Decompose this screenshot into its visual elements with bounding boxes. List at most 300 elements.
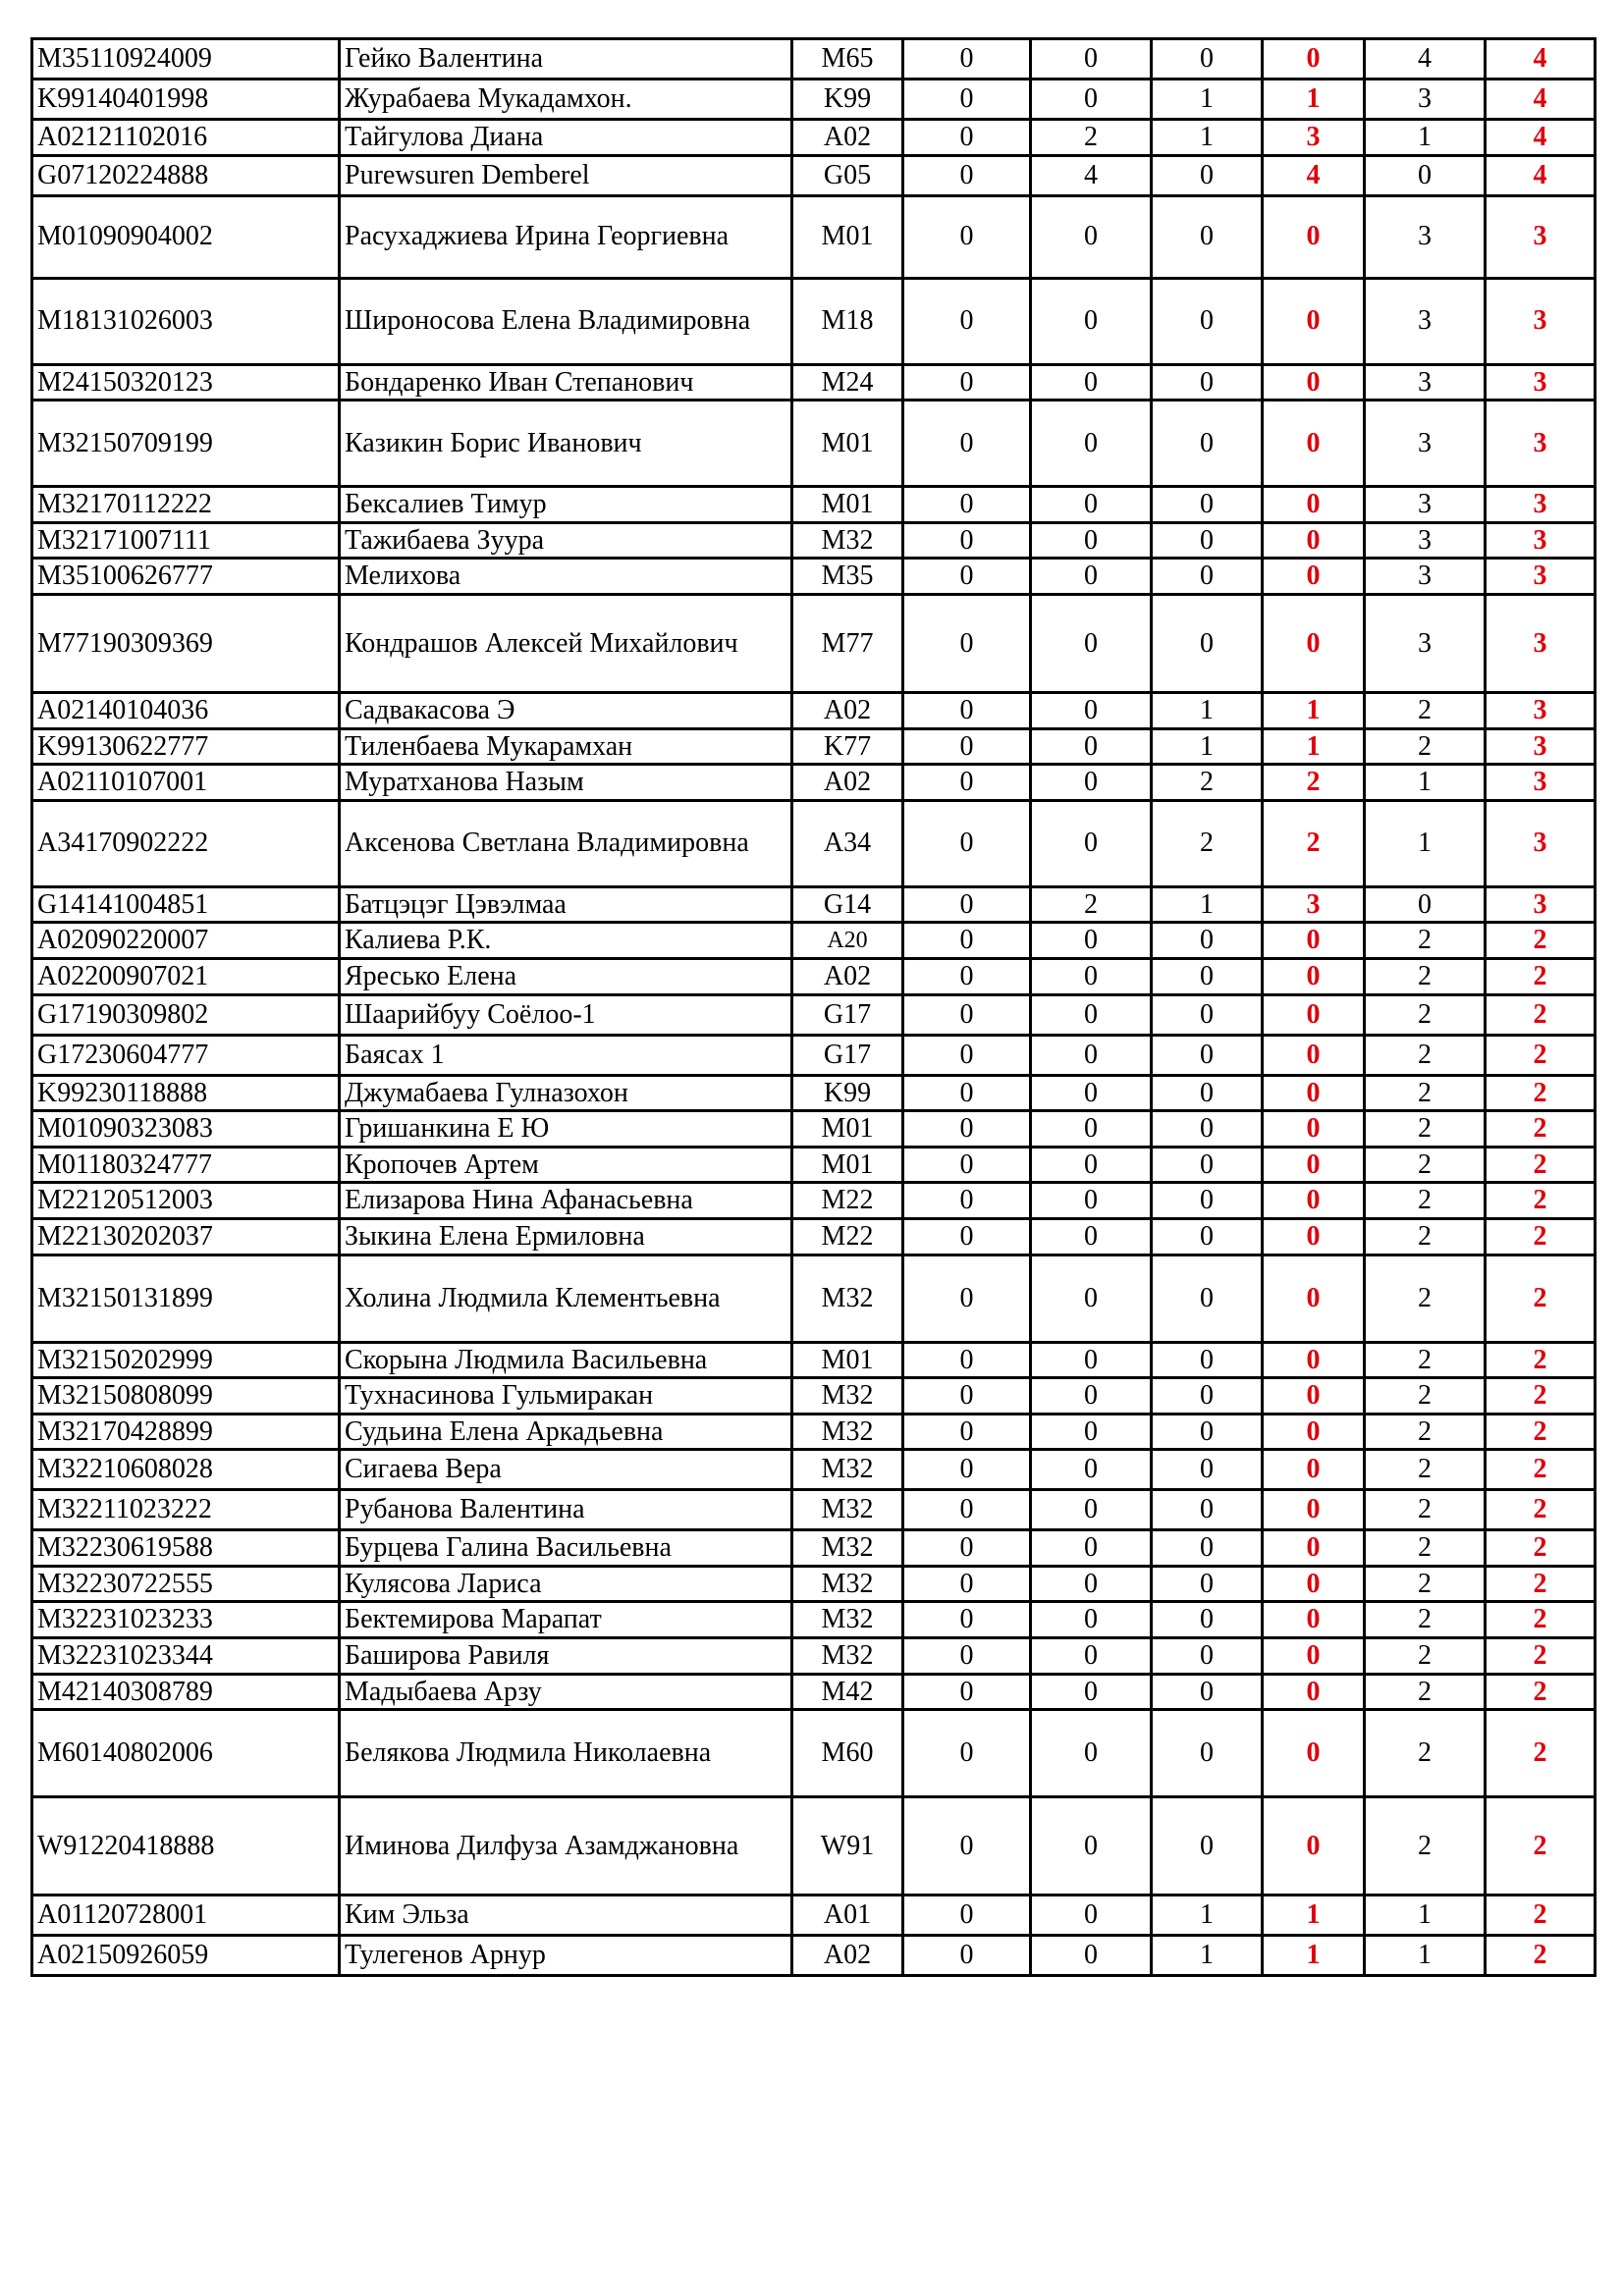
- member-name: Аксенова Светлана Владимировна: [340, 800, 792, 886]
- member-name: Мадыбаева Арзу: [340, 1674, 792, 1710]
- score-4: 2: [1365, 1450, 1486, 1490]
- table-row: [32, 400, 1596, 487]
- group-code: M32: [792, 1414, 903, 1450]
- score-2: 2: [1031, 120, 1152, 156]
- member-code: M32150808099: [32, 1378, 340, 1415]
- score-4: 2: [1365, 1530, 1486, 1567]
- score-3: 1: [1152, 692, 1263, 728]
- score-4: 2: [1365, 1710, 1486, 1797]
- table-row: [32, 800, 1596, 886]
- table-row: [32, 1147, 1596, 1183]
- score-3: 0: [1152, 1710, 1263, 1797]
- member-name: Скорына Людмила Васильевна: [340, 1342, 792, 1378]
- subtotal: 0: [1263, 559, 1365, 595]
- score-3: 1: [1152, 120, 1263, 156]
- subtotal: 2: [1263, 800, 1365, 886]
- subtotal: 0: [1263, 400, 1365, 487]
- member-name: Яресько Елена: [340, 958, 792, 994]
- score-4: 2: [1365, 1490, 1486, 1530]
- subtotal: 0: [1263, 522, 1365, 559]
- score-3: 0: [1152, 1035, 1263, 1075]
- member-name: Кондрашов Алексей Михайлович: [340, 594, 792, 692]
- member-name: Зыкина Елена Ермиловна: [340, 1218, 792, 1255]
- score-2: 0: [1031, 1710, 1152, 1797]
- score-1: 0: [903, 1378, 1031, 1415]
- score-3: 0: [1152, 1378, 1263, 1415]
- member-name: Кулясова Лариса: [340, 1566, 792, 1602]
- member-name: Иминова Дилфуза Азамджановна: [340, 1797, 792, 1896]
- subtotal: 1: [1263, 1936, 1365, 1976]
- member-code: M32170428899: [32, 1414, 340, 1450]
- subtotal: 0: [1263, 1566, 1365, 1602]
- member-code: M32231023344: [32, 1638, 340, 1675]
- total: 3: [1486, 692, 1596, 728]
- member-name: Казикин Борис Иванович: [340, 400, 792, 487]
- member-name: Садвакасова Э: [340, 692, 792, 728]
- subtotal: 0: [1263, 1035, 1365, 1075]
- score-1: 0: [903, 800, 1031, 886]
- table-row: [32, 1896, 1596, 1936]
- member-name: Баширова Равиля: [340, 1638, 792, 1675]
- subtotal: 1: [1263, 80, 1365, 120]
- score-3: 0: [1152, 1218, 1263, 1255]
- table-row: [32, 1797, 1596, 1896]
- total: 3: [1486, 400, 1596, 487]
- score-2: 0: [1031, 728, 1152, 765]
- total: 2: [1486, 1183, 1596, 1219]
- member-code: W91220418888: [32, 1797, 340, 1896]
- group-code: M35: [792, 559, 903, 595]
- score-3: 0: [1152, 1414, 1263, 1450]
- score-1: 0: [903, 1111, 1031, 1148]
- total: 3: [1486, 278, 1596, 364]
- member-name: Гейко Валентина: [340, 39, 792, 80]
- score-4: 2: [1365, 1075, 1486, 1111]
- table-row: [32, 1936, 1596, 1976]
- score-1: 0: [903, 1602, 1031, 1638]
- subtotal: 2: [1263, 765, 1365, 801]
- member-name: Кропочев Артем: [340, 1147, 792, 1183]
- score-1: 0: [903, 155, 1031, 195]
- group-code: M01: [792, 1147, 903, 1183]
- group-code: M32: [792, 1602, 903, 1638]
- total: 2: [1486, 1797, 1596, 1896]
- group-code: M01: [792, 195, 903, 278]
- member-name: Рубанова Валентина: [340, 1490, 792, 1530]
- score-4: 2: [1365, 1218, 1486, 1255]
- member-name: Тайгулова Диана: [340, 120, 792, 156]
- member-code: M18131026003: [32, 278, 340, 364]
- score-4: 2: [1365, 1414, 1486, 1450]
- score-4: 1: [1365, 765, 1486, 801]
- score-2: 0: [1031, 39, 1152, 80]
- member-name: Елизарова Нина Афанасьевна: [340, 1183, 792, 1219]
- member-code: K99230118888: [32, 1075, 340, 1111]
- score-2: 0: [1031, 1490, 1152, 1530]
- score-4: 3: [1365, 559, 1486, 595]
- subtotal: 4: [1263, 155, 1365, 195]
- score-1: 0: [903, 958, 1031, 994]
- score-4: 3: [1365, 364, 1486, 400]
- score-1: 0: [903, 728, 1031, 765]
- score-3: 0: [1152, 559, 1263, 595]
- subtotal: 0: [1263, 39, 1365, 80]
- table-row: [32, 487, 1596, 523]
- total: 2: [1486, 994, 1596, 1035]
- table-row: [32, 1183, 1596, 1219]
- score-1: 0: [903, 195, 1031, 278]
- member-name: Расухаджиева Ирина Георгиевна: [340, 195, 792, 278]
- member-name: Судьина Елена Аркадьевна: [340, 1414, 792, 1450]
- score-3: 0: [1152, 1602, 1263, 1638]
- score-4: 2: [1365, 1378, 1486, 1415]
- score-4: 3: [1365, 594, 1486, 692]
- member-code: A02150926059: [32, 1936, 340, 1976]
- score-3: 0: [1152, 522, 1263, 559]
- score-4: 2: [1365, 1147, 1486, 1183]
- member-name: Сигаева Вера: [340, 1450, 792, 1490]
- score-2: 0: [1031, 1566, 1152, 1602]
- score-2: 0: [1031, 559, 1152, 595]
- member-code: K99130622777: [32, 728, 340, 765]
- member-name: Гришанкина Е Ю: [340, 1111, 792, 1148]
- group-code: M60: [792, 1710, 903, 1797]
- score-1: 0: [903, 400, 1031, 487]
- score-2: 0: [1031, 1797, 1152, 1896]
- member-code: M32230722555: [32, 1566, 340, 1602]
- table-row: [32, 1710, 1596, 1797]
- score-3: 0: [1152, 1638, 1263, 1675]
- total: 3: [1486, 765, 1596, 801]
- subtotal: 0: [1263, 1183, 1365, 1219]
- score-1: 0: [903, 1414, 1031, 1450]
- member-code: M35100626777: [32, 559, 340, 595]
- subtotal: 1: [1263, 1896, 1365, 1936]
- group-code: M22: [792, 1218, 903, 1255]
- score-4: 2: [1365, 1638, 1486, 1675]
- member-code: M77190309369: [32, 594, 340, 692]
- score-3: 0: [1152, 1183, 1263, 1219]
- score-4: 2: [1365, 1255, 1486, 1342]
- score-4: 3: [1365, 522, 1486, 559]
- score-3: 0: [1152, 1342, 1263, 1378]
- score-2: 4: [1031, 155, 1152, 195]
- table-body: [32, 39, 1596, 1976]
- score-4: 3: [1365, 278, 1486, 364]
- score-3: 0: [1152, 195, 1263, 278]
- total: 3: [1486, 559, 1596, 595]
- member-code: M32211023222: [32, 1490, 340, 1530]
- total: 2: [1486, 1896, 1596, 1936]
- score-3: 0: [1152, 1075, 1263, 1111]
- group-code: K99: [792, 1075, 903, 1111]
- score-1: 0: [903, 1530, 1031, 1567]
- total: 2: [1486, 1936, 1596, 1976]
- group-code: M32: [792, 1530, 903, 1567]
- score-2: 0: [1031, 594, 1152, 692]
- score-3: 1: [1152, 1936, 1263, 1976]
- table-row: [32, 1638, 1596, 1675]
- score-2: 0: [1031, 364, 1152, 400]
- score-1: 0: [903, 487, 1031, 523]
- member-code: M01090323083: [32, 1111, 340, 1148]
- subtotal: 0: [1263, 1450, 1365, 1490]
- score-1: 0: [903, 1147, 1031, 1183]
- total: 2: [1486, 1490, 1596, 1530]
- total: 4: [1486, 120, 1596, 156]
- score-2: 0: [1031, 994, 1152, 1035]
- score-4: 2: [1365, 923, 1486, 959]
- total: 3: [1486, 728, 1596, 765]
- score-1: 0: [903, 886, 1031, 923]
- score-2: 0: [1031, 1530, 1152, 1567]
- score-4: 3: [1365, 80, 1486, 120]
- total: 2: [1486, 1035, 1596, 1075]
- score-2: 0: [1031, 800, 1152, 886]
- total: 2: [1486, 1566, 1596, 1602]
- member-code: A02121102016: [32, 120, 340, 156]
- group-code: A02: [792, 958, 903, 994]
- member-name: Холина Людмила Клементьевна: [340, 1255, 792, 1342]
- score-4: 2: [1365, 1797, 1486, 1896]
- subtotal: 0: [1263, 1342, 1365, 1378]
- score-1: 0: [903, 765, 1031, 801]
- score-3: 2: [1152, 765, 1263, 801]
- score-1: 0: [903, 39, 1031, 80]
- score-3: 0: [1152, 958, 1263, 994]
- score-3: 1: [1152, 80, 1263, 120]
- subtotal: 0: [1263, 1218, 1365, 1255]
- score-3: 2: [1152, 800, 1263, 886]
- total: 3: [1486, 886, 1596, 923]
- subtotal: 0: [1263, 1674, 1365, 1710]
- group-code: M01: [792, 487, 903, 523]
- group-code: M32: [792, 1255, 903, 1342]
- member-code: G17190309802: [32, 994, 340, 1035]
- table-row: [32, 1342, 1596, 1378]
- score-1: 0: [903, 120, 1031, 156]
- score-2: 0: [1031, 1414, 1152, 1450]
- score-1: 0: [903, 1936, 1031, 1976]
- total: 2: [1486, 1638, 1596, 1675]
- score-3: 0: [1152, 400, 1263, 487]
- group-code: M77: [792, 594, 903, 692]
- member-code: M35110924009: [32, 39, 340, 80]
- subtotal: 0: [1263, 1378, 1365, 1415]
- total: 4: [1486, 155, 1596, 195]
- score-4: 2: [1365, 692, 1486, 728]
- score-1: 0: [903, 1638, 1031, 1675]
- table-row: [32, 1530, 1596, 1567]
- total: 2: [1486, 1602, 1596, 1638]
- table-row: [32, 923, 1596, 959]
- member-name: Тиленбаева Мукарамхан: [340, 728, 792, 765]
- score-3: 1: [1152, 886, 1263, 923]
- score-2: 0: [1031, 1378, 1152, 1415]
- total: 2: [1486, 1342, 1596, 1378]
- total: 2: [1486, 1255, 1596, 1342]
- group-code: W91: [792, 1797, 903, 1896]
- table-row: [32, 1566, 1596, 1602]
- score-1: 0: [903, 1797, 1031, 1896]
- score-2: 0: [1031, 1218, 1152, 1255]
- total: 2: [1486, 1075, 1596, 1111]
- member-code: M32231023233: [32, 1602, 340, 1638]
- member-name: Purewsuren Demberel: [340, 155, 792, 195]
- member-code: M01090904002: [32, 195, 340, 278]
- table-row: [32, 1218, 1596, 1255]
- member-code: M32171007111: [32, 522, 340, 559]
- table-row: [32, 1035, 1596, 1075]
- score-4: 2: [1365, 994, 1486, 1035]
- subtotal: 0: [1263, 1530, 1365, 1567]
- score-2: 0: [1031, 958, 1152, 994]
- score-1: 0: [903, 692, 1031, 728]
- score-3: 0: [1152, 1255, 1263, 1342]
- subtotal: 1: [1263, 728, 1365, 765]
- table-row: [32, 1602, 1596, 1638]
- member-name: Бондаренко Иван Степанович: [340, 364, 792, 400]
- group-code: M01: [792, 1342, 903, 1378]
- score-2: 0: [1031, 80, 1152, 120]
- member-code: M32210608028: [32, 1450, 340, 1490]
- score-2: 0: [1031, 1255, 1152, 1342]
- score-2: 0: [1031, 1183, 1152, 1219]
- score-2: 0: [1031, 1896, 1152, 1936]
- subtotal: 0: [1263, 994, 1365, 1035]
- table-row: [32, 1111, 1596, 1148]
- score-2: 0: [1031, 1936, 1152, 1976]
- total: 3: [1486, 522, 1596, 559]
- table-row: [32, 195, 1596, 278]
- score-1: 0: [903, 1183, 1031, 1219]
- table-row: [32, 39, 1596, 80]
- score-1: 0: [903, 1674, 1031, 1710]
- total: 2: [1486, 1218, 1596, 1255]
- member-code: M60140802006: [32, 1710, 340, 1797]
- member-name: Шаарийбуу Соёлоо-1: [340, 994, 792, 1035]
- subtotal: 3: [1263, 120, 1365, 156]
- group-code: M32: [792, 1490, 903, 1530]
- group-code: G14: [792, 886, 903, 923]
- subtotal: 0: [1263, 1638, 1365, 1675]
- total: 4: [1486, 39, 1596, 80]
- score-3: 1: [1152, 728, 1263, 765]
- table-row: [32, 1674, 1596, 1710]
- total: 2: [1486, 1710, 1596, 1797]
- table-row: [32, 994, 1596, 1035]
- score-2: 0: [1031, 1035, 1152, 1075]
- subtotal: 1: [1263, 692, 1365, 728]
- total: 3: [1486, 195, 1596, 278]
- table-row: [32, 559, 1596, 595]
- score-4: 2: [1365, 1111, 1486, 1148]
- member-code: M22120512003: [32, 1183, 340, 1219]
- member-code: A01120728001: [32, 1896, 340, 1936]
- score-1: 0: [903, 559, 1031, 595]
- table-row: [32, 886, 1596, 923]
- score-2: 0: [1031, 1602, 1152, 1638]
- score-4: 2: [1365, 1602, 1486, 1638]
- score-1: 0: [903, 994, 1031, 1035]
- group-code: A02: [792, 692, 903, 728]
- member-name: Баясах 1: [340, 1035, 792, 1075]
- subtotal: 0: [1263, 1255, 1365, 1342]
- member-name: Бектемирова Марапат: [340, 1602, 792, 1638]
- member-name: Широносова Елена Владимировна: [340, 278, 792, 364]
- score-3: 0: [1152, 594, 1263, 692]
- score-2: 2: [1031, 886, 1152, 923]
- member-code: M01180324777: [32, 1147, 340, 1183]
- score-2: 0: [1031, 1111, 1152, 1148]
- total: 2: [1486, 1674, 1596, 1710]
- subtotal: 0: [1263, 1797, 1365, 1896]
- total: 2: [1486, 1414, 1596, 1450]
- score-4: 1: [1365, 1896, 1486, 1936]
- table-row: [32, 1075, 1596, 1111]
- member-code: A02090220007: [32, 923, 340, 959]
- score-4: 2: [1365, 1566, 1486, 1602]
- group-code: M01: [792, 1111, 903, 1148]
- score-3: 0: [1152, 487, 1263, 523]
- group-code: M32: [792, 522, 903, 559]
- score-4: 1: [1365, 1936, 1486, 1976]
- member-code: M32150131899: [32, 1255, 340, 1342]
- total: 2: [1486, 1530, 1596, 1567]
- subtotal: 0: [1263, 1111, 1365, 1148]
- member-code: G14141004851: [32, 886, 340, 923]
- member-name: Белякова Людмила Николаевна: [340, 1710, 792, 1797]
- score-3: 0: [1152, 155, 1263, 195]
- total: 4: [1486, 80, 1596, 120]
- score-4: 3: [1365, 195, 1486, 278]
- score-2: 0: [1031, 1075, 1152, 1111]
- score-1: 0: [903, 1490, 1031, 1530]
- score-1: 0: [903, 923, 1031, 959]
- group-code: M65: [792, 39, 903, 80]
- table-row: [32, 364, 1596, 400]
- member-code: A02140104036: [32, 692, 340, 728]
- subtotal: 0: [1263, 1147, 1365, 1183]
- score-4: 0: [1365, 155, 1486, 195]
- score-4: 2: [1365, 1035, 1486, 1075]
- total: 3: [1486, 594, 1596, 692]
- score-1: 0: [903, 80, 1031, 120]
- group-code: A01: [792, 1896, 903, 1936]
- member-code: M32150709199: [32, 400, 340, 487]
- total: 2: [1486, 1450, 1596, 1490]
- group-code: A02: [792, 765, 903, 801]
- score-2: 0: [1031, 692, 1152, 728]
- member-name: Муратханова Назым: [340, 765, 792, 801]
- score-3: 0: [1152, 1797, 1263, 1896]
- table-row: [32, 80, 1596, 120]
- total: 3: [1486, 364, 1596, 400]
- group-code: M01: [792, 400, 903, 487]
- subtotal: 0: [1263, 278, 1365, 364]
- table-row: [32, 594, 1596, 692]
- subtotal: 0: [1263, 1075, 1365, 1111]
- score-1: 0: [903, 1218, 1031, 1255]
- score-1: 0: [903, 1896, 1031, 1936]
- score-4: 2: [1365, 1183, 1486, 1219]
- score-4: 2: [1365, 958, 1486, 994]
- score-3: 0: [1152, 39, 1263, 80]
- member-code: M32230619588: [32, 1530, 340, 1567]
- score-2: 0: [1031, 1638, 1152, 1675]
- member-code: A34170902222: [32, 800, 340, 886]
- table-row: [32, 1255, 1596, 1342]
